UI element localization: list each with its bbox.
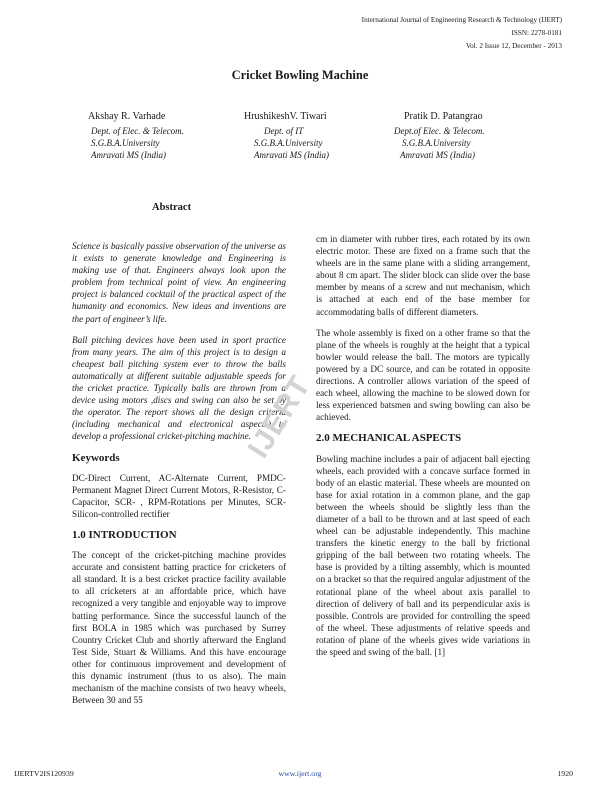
keywords-text: DC-Direct Current, AC-Alternate Current, PMDC-Permanent Magnet Direct Current Motors, R-Resistor, C-Capacitor, SCR- , RPM-Rotations per Minutes, SCR-Silicon-controlled rectifier — [72, 472, 286, 519]
author-name: Pratik D. Patangrao — [404, 111, 483, 122]
footer-paper-id: IJERTV2IS120939 — [14, 769, 74, 778]
watermark: IJERT — [241, 369, 318, 464]
abstract-paragraph: Science is basically passive observation of the universe as it exists to generate knowledge and Engineering is making use of that. Engineers always look upon the problem from technical point of view. An engineering project is balanced cocktail of the practical aspect of the humanity and economics. New ideas and inventions are the part of engineer’s life. — [72, 241, 286, 324]
journal-issn: ISSN: 2278-0181 — [511, 29, 562, 37]
author-dept: Dept.of Elec. & Telecom. — [394, 126, 485, 136]
author-place: Amravati MS (India) — [91, 150, 166, 160]
author-dept: Dept. of IT — [264, 126, 304, 136]
body-paragraph: cm in diameter with rubber tires, each rotated by its own electric motor. These are fixed on a frame such that the wheels are in the same plane with a sliding arrangement, about 8 cm apart. The slider block can slide over the base member by means of a screw and nut mechanism, which is attached at each end of the base member for accommodating balls of different diameters. — [316, 234, 530, 317]
author-univ: S.G.B.A.University — [402, 138, 471, 148]
author-univ: S.G.B.A.University — [254, 138, 323, 148]
author-univ: S.G.B.A.University — [91, 138, 160, 148]
keywords-heading: Keywords — [72, 451, 120, 464]
footer-page-number: 1920 — [557, 769, 573, 778]
author-3 — [394, 111, 564, 161]
author-place: Amravati MS (India) — [254, 150, 329, 160]
author-name: Akshay R. Varhade — [88, 111, 166, 122]
abstract-heading: Abstract — [152, 202, 192, 213]
journal-volume: Vol. 2 Issue 12, December - 2013 — [465, 42, 562, 50]
author-name: HrushikeshV. Tiwari — [244, 111, 327, 122]
author-dept: Dept. of Elec. & Telecom. — [91, 126, 184, 136]
intro-heading: 1.0 INTRODUCTION — [72, 528, 177, 541]
author-1 — [78, 111, 248, 161]
footer-website-link[interactable]: www.ijert.org — [278, 769, 322, 778]
left-column — [72, 240, 286, 715]
journal-header — [362, 14, 562, 53]
abstract-paragraph: Ball pitching devices have been used in sport practice from many years. The aim of this project is to design a cheapest ball pitching system ever to throw the balls automatically at different suitable adjustable speeds for the cricket practice. Typically balls are thrown from a device using motors ,discs and swing can also be set by the operator. The report shows all the design criteria (including mechanical and electronical aspects) to develop a professional cricket-pitching machine. — [72, 334, 286, 442]
paper-title: Cricket Bowling Machine — [231, 68, 369, 82]
mechanical-heading: 2.0 MECHANICAL ASPECTS — [316, 432, 462, 445]
journal-name: International Journal of Engineering Research & Technology (IJERT) — [361, 16, 562, 24]
body-paragraph: Bowling machine includes a pair of adjacent ball ejecting wheels, each provided with a concave surface formed in body of an elastic material. These wheels are mounted on base for axial rotation in a common plane, and the gap between the wheels should be slightly less than the diameter of a ball to be thrown and at last speed of each wheel can be adjustable independently. This machine transfers the kinetic energy to the ball by frictional gripping of the ball between two rotating wheels. The base is provided by a tilting assembly, which is mounted on a bracket so that the required angular adjustment of the rotational plane of the wheel about axis parallel to direction of delivery of ball and its perpendicular axis is possible. Controls are provided for controlling the speed of the wheel. These adjustments of relative speeds and rotation of plane of the wheels gives wide variations in the speed and swing of the ball. [1] — [316, 453, 530, 657]
body-paragraph: The whole assembly is fixed on a other frame so that the plane of the wheels is roughly at the height that a typical bowler would release the ball. The motors are typically powered by a DC source, and can be rotated in opposite directions. A controller allows variation of the speed of each wheel, allowing the machine to be slowed down for less experienced batsmen and swing bowling can also be achieved. — [316, 327, 530, 423]
intro-paragraph: The concept of the cricket-pitching machine provides accurate and consistent batting practice for cricketers of all standard. It is a best cricket practice facility available to all cricketers at an affordable price, which have recognized a very tangible and enjoyable way to improve batting performance. Since the successful launch of the first BOLA in 1985 which was purchased by Surrey Country Cricket Club and shortly afterward the England Test Side, Stuart & Williams. And this have encourage other for continuous improvement and development of this dynamic instrument (thus to us also). The main mechanism of the machine consists of two heavy wheels, Between 30 and 55 — [72, 550, 286, 706]
author-place: Amravati MS (India) — [400, 150, 475, 160]
right-column — [316, 233, 530, 667]
author-2 — [244, 111, 414, 161]
